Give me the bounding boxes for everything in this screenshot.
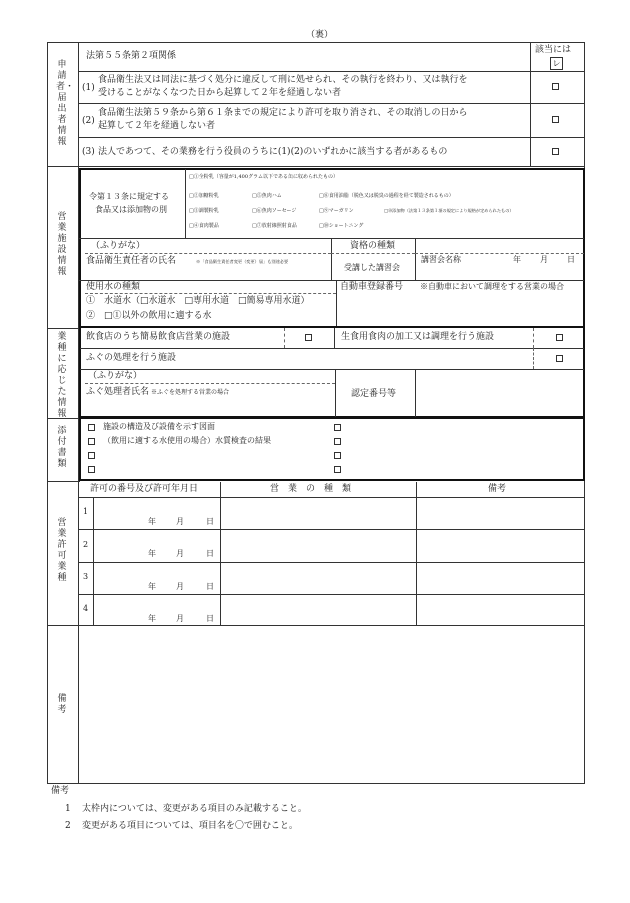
applicable-label: 該当には [535,45,572,55]
food-item[interactable]: □①全粉乳（容量が1,400グラム以下である缶に収められたもの） [189,174,338,180]
row1-checkbox[interactable] [552,83,559,90]
permit-row-number: 1 [83,507,89,516]
raw-meat-checkbox[interactable] [556,334,563,341]
row-number: (3) [82,147,95,157]
food-item[interactable]: □⑨マーガリン [319,208,354,214]
attachment-checkbox[interactable] [88,466,95,473]
permits-side-label: 営業許可業種 [57,518,67,583]
raw-meat-label: 生食用食肉の加工又は調理を行う施設 [341,332,495,342]
food-item[interactable]: □⑧食用油脂（脱色又は脱臭の過程を経て製造されるもの） [319,193,454,199]
page-title: （裏） [306,30,334,40]
manager-label: 食品衛生責任者の氏名 [86,256,177,266]
attachment-checkbox[interactable] [88,452,95,459]
note-text: 太枠内については、変更がある項目のみ記載すること。 [82,804,307,814]
food-item[interactable]: □②加糖粉乳 [189,193,219,199]
permit-row-number: 3 [83,572,89,581]
row-number: (1) [82,83,95,93]
cert-number-label: 認定番号等 [351,389,397,399]
row3-checkbox[interactable] [552,148,559,155]
permit-year: 年 [148,517,156,526]
food-item[interactable]: □⑦放射線照射食品 [252,223,297,229]
note-text: 変更がある項目については、項目名を〇で囲むこと。 [82,821,298,831]
permit-row-number: 4 [83,604,89,613]
attachment-item: 施設の構造及び設備を示す図面 [103,422,215,431]
attachment-checkbox[interactable] [88,438,95,445]
permit-day: 日 [206,549,214,558]
attachment-checkbox[interactable] [334,466,341,473]
applicable-checkbox[interactable]: レ [550,57,563,70]
col-business-type: 営 業 の 種 類 [270,484,352,494]
attachment-checkbox[interactable] [334,438,341,445]
food-item[interactable]: □⑤魚肉ハム [252,193,282,199]
food-item[interactable]: □⑩添加物（法第１３条第１項の規定により規格が定められたもの） [384,208,514,213]
fugu-facility-checkbox[interactable] [556,355,563,362]
furigana-label: （ふりがな） [91,241,146,251]
row-number: (2) [82,116,95,126]
permit-day: 日 [206,582,214,591]
permit-month: 月 [176,582,184,591]
permit-day: 日 [206,614,214,623]
art13-label: 食品又は添加物の別 [95,205,167,214]
note-number: 1 [65,804,71,814]
permit-row-number: 2 [83,540,89,549]
food-item[interactable]: □⑩ショートニング [319,223,364,229]
vehicle-label: 自動車登録番号 [340,282,404,292]
row-text: 起算して２年を経過しない者 [98,121,216,131]
applicant-side-label: 申請者・届出者情報 [56,60,75,147]
applicant-header: 法第５５条第２項関係 [86,51,177,61]
water-label: 使用水の種類 [86,282,141,292]
qualification-label: 資格の種類 [350,241,396,251]
simple-restaurant-label: 飲食店のうち簡易飲食店営業の施設 [86,332,231,342]
permit-day: 日 [206,517,214,526]
facility-side-label: 営業施設情報 [57,212,67,277]
fugu-facility-label: ふぐの処理を行う施設 [86,353,177,363]
date-year: 年 [513,255,521,264]
remarks-side-label: 備考 [57,694,67,715]
fugu-handler-label: ふぐ処理者氏名 [86,387,150,397]
date-day: 日 [567,255,575,264]
date-month: 月 [540,255,548,264]
furigana-label: （ふりがな） [88,371,143,381]
col-permit-number: 許可の番号及び許可年月日 [90,484,199,494]
row-text: 食品衛生法第５９条から第６１条までの規定により許可を取り消され、その取消しの日から [98,108,468,118]
water-option-1[interactable]: ① 水道水（□水道水 □専用水道 □簡易専用水道） [86,296,310,306]
notes-heading: 備考 [51,786,70,796]
permit-year: 年 [148,614,156,623]
permit-month: 月 [176,614,184,623]
course-label: 受講した講習会 [344,263,400,272]
row2-checkbox[interactable] [552,116,559,123]
simple-restaurant-checkbox[interactable] [305,334,312,341]
attachment-checkbox[interactable] [334,424,341,431]
food-item[interactable]: □④食肉製品 [189,223,219,229]
attachment-item: （飲用に適する水使用の場合）水質検査の結果 [103,436,271,445]
attachments-side-label: 添付書類 [57,426,67,469]
row-text: 受けることがなくなつた日から起算して２年を経過しない者 [98,88,342,98]
business-side-label: 業種に応じた情報 [57,332,67,419]
art13-label: 令第１３条に規定する [89,192,169,201]
col-remarks: 備考 [488,484,507,494]
note-number: 2 [65,821,71,831]
permit-month: 月 [176,517,184,526]
permit-month: 月 [176,549,184,558]
food-item[interactable]: □⑥魚肉ソーセージ [252,208,297,214]
attachment-checkbox[interactable] [334,452,341,459]
fugu-note: ※ふぐを処理する営業の場合 [151,389,230,396]
water-option-2[interactable]: ② □①以外の飲用に適する水 [86,311,212,321]
manager-note: ※「食品衛生責任者変更（変更）届」も別途必要 [196,259,289,264]
permit-year: 年 [148,582,156,591]
attachment-checkbox[interactable] [88,424,95,431]
course-name-label: 講習会名称 [421,255,461,264]
vehicle-note: ※自動車において調理をする営業の場合 [420,282,564,291]
row-text: 法人であつて、その業務を行う役員のうちに(1)(2)のいずれかに該当する者があるもの [98,147,448,157]
food-item[interactable]: □③調製粉乳 [189,208,219,214]
row-text: 食品衛生法又は同法に基づく処分に違反して刑に処せられ、その執行を終わり、又は執行を [98,75,468,85]
permit-year: 年 [148,549,156,558]
